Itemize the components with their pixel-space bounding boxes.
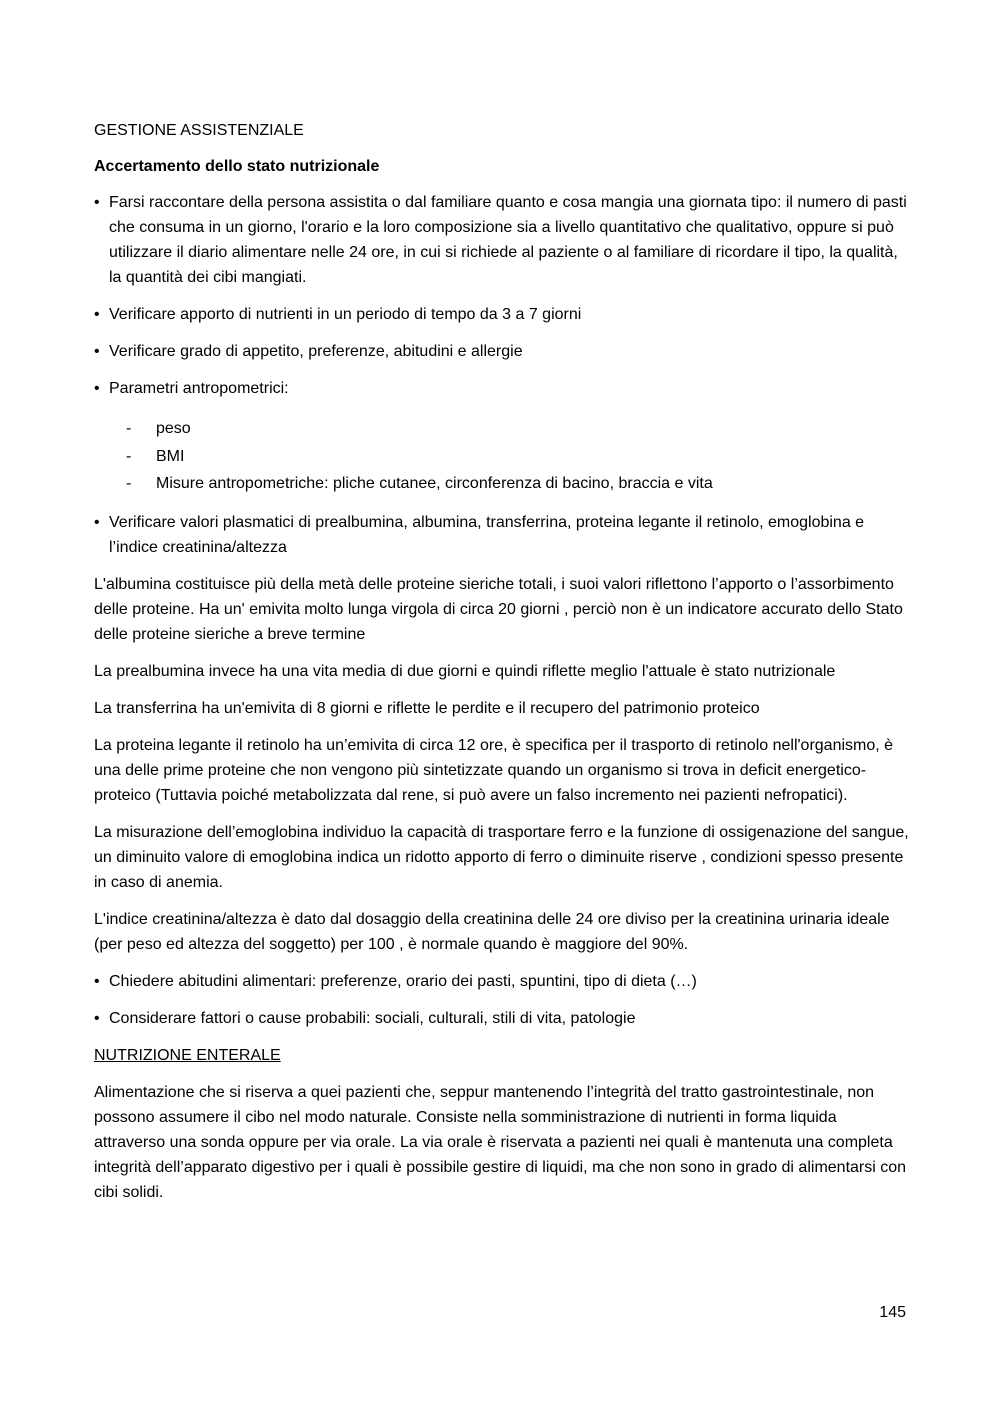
paragraph: La transferrina ha un'emivita di 8 giorni e riflette le perdite e il recupero del patrimonio proteico [94, 699, 760, 717]
document-page [94, 118, 909, 1217]
bullet-marker: • [94, 194, 100, 211]
bullet-marker: • [94, 306, 100, 323]
bullet-item [94, 302, 909, 327]
bullet-marker: • [94, 1009, 100, 1027]
section-title: GESTIONE ASSISTENZIALE [94, 122, 304, 139]
bullet-text: Parametri antropometrici: [109, 380, 289, 397]
dash-text: BMI [156, 447, 185, 465]
bullet-marker: • [94, 972, 100, 990]
enteral-title: NUTRIZIONE ENTERALE [94, 1046, 281, 1064]
paragraph: La misurazione dell’emoglobina individuo la capacità di trasportare ferro e la funzione di ossigenazione del sangue, un diminuito valore di emoglobina indica un ridotto apporto di ferro o diminuite riserve , condizioni spesso presente in caso di anemia. [94, 823, 909, 891]
dash-marker: - [126, 420, 132, 437]
bullet-item [94, 510, 909, 560]
bullet-item [94, 969, 909, 994]
paragraph: L'indice creatinina/altezza è dato dal dosaggio della creatinina delle 24 ore diviso per la creatinina urinaria ideale (per peso ed altezza del soggetto) per 100 , è normale quando è maggiore del 90%. [94, 910, 890, 953]
bullet-item [94, 376, 909, 401]
bullet-item [94, 190, 909, 290]
bullet-text: Verificare valori plasmatici di prealbumina, albumina, transferrina, proteina legante il retinolo, emoglobina e l’indice creatinina/altezza [109, 513, 865, 556]
dash-text: peso [156, 420, 191, 437]
bullet-item [94, 339, 909, 364]
bullet-text: Considerare fattori o cause probabili: sociali, culturali, stili di vita, patologie [109, 1009, 636, 1027]
dash-item [94, 415, 909, 443]
dash-item [94, 443, 909, 471]
dash-marker: - [126, 475, 132, 492]
dash-item [94, 470, 909, 498]
paragraph: La proteina legante il retinolo ha un’emivita di circa 12 ore, è specifica per il trasporto di retinolo nell'organismo, è una delle prime proteine che non vengono più sintetizzate quando un organismo si trova in deficit energetico-proteico (Tuttavia poiché metabolizzata dal rene, si può avere un falso incremento nei pazienti nefropatici). [94, 736, 894, 804]
bullet-marker: • [94, 380, 100, 397]
paragraph: La prealbumina invece ha una vita media di due giorni e quindi riflette meglio l'attuale è stato nutrizionale [94, 662, 836, 680]
dash-marker: - [126, 447, 132, 465]
bullet-text: Verificare grado di appetito, preferenze, abitudini e allergie [109, 343, 523, 360]
bullet-marker: • [94, 513, 100, 531]
subsection-title: Accertamento dello stato nutrizionale [94, 158, 380, 175]
paragraph: L'albumina costituisce più della metà delle proteine sieriche totali, i suoi valori riflettono l’apporto o l’assorbimento delle proteine. Ha un' emivita molto lunga virgola di circa 20 giorni , perciò non è un indicatore accurato dello Stato delle proteine sieriche a breve termine [94, 575, 903, 643]
bullet-item [94, 1006, 909, 1031]
bullet-text: Farsi raccontare della persona assistita o dal familiare quanto e cosa mangia una giornata tipo: il numero di pasti che consuma in un giorno, l'orario e la loro composizione sia a livello quantitativo che qualitativo, oppure si può utilizzare il diario alimentare nelle 24 ore, in cui si richiede al paziente o al familiare di ricordare il tipo, la qualità, la quantità dei cibi mangiati. [109, 194, 907, 286]
dash-text: Misure antropometriche: pliche cutanee, circonferenza di bacino, braccia e vita [156, 475, 713, 492]
bullet-marker: • [94, 343, 100, 360]
anthropometric-list [94, 415, 909, 498]
enteral-paragraph: Alimentazione che si riserva a quei pazienti che, seppur mantenendo l’integrità del tratto gastrointestinale, non possono assumere il cibo nel modo naturale. Consiste nella somministrazione di nutrienti in forma liquida attraverso una sonda oppure per via orale. La via orale è riservata a pazienti nei quali è mantenuta una completa integrità dell’apparato digestivo per i quali è possibile gestire di liquidi, ma che non sono in grado di alimentarsi con cibi solidi. [94, 1083, 907, 1201]
page-number: 145 [879, 1304, 906, 1321]
bullet-text: Chiedere abitudini alimentari: preferenze, orario dei pasti, spuntini, tipo di dieta (…) [109, 972, 697, 990]
bullet-text: Verificare apporto di nutrienti in un periodo di tempo da 3 a 7 giorni [109, 306, 582, 323]
